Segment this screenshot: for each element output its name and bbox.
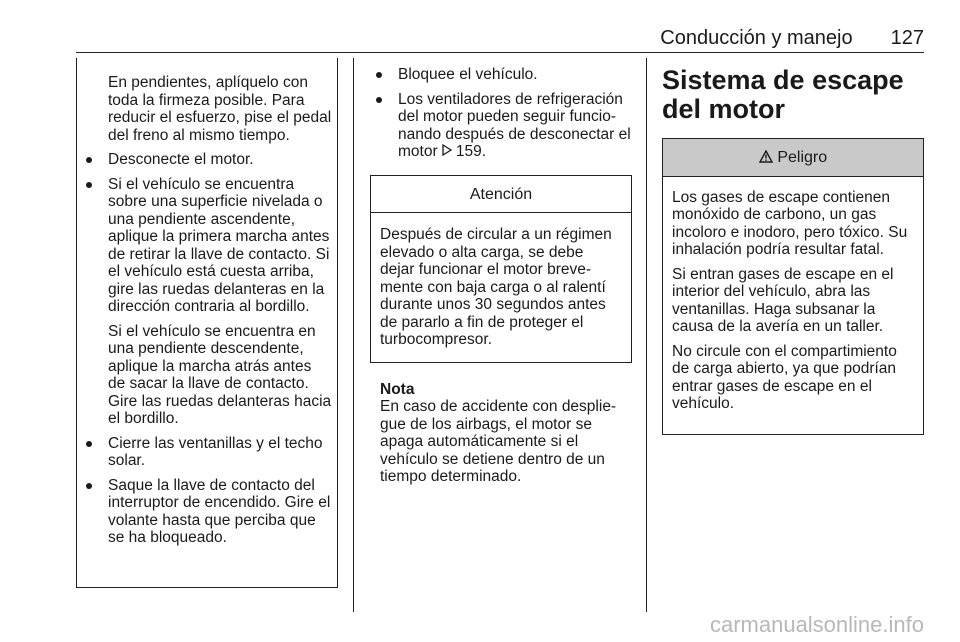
list-item-text: Los ventiladores de refrigeración del motor pueden seguir funcio-nando después de desconectar el motor [398,90,631,160]
warning-triangle-icon [759,149,777,166]
watermark: carmanualsonline.info [709,612,924,637]
section-heading: Sistema de escape del motor [662,65,904,124]
reference-arrow-icon [442,143,456,159]
column-3 [662,66,924,435]
list-item: Bloquee el vehículo. [370,66,632,84]
danger-title: Peligro [777,149,828,166]
page-number: 127 [890,27,924,49]
page-reference[interactable]: 159. [455,143,486,160]
danger-paragraph: Si entran gases de escape en el interior del vehículo, abra las ventanillas. Haga subsanar la causa de la avería en un taller. [672,265,894,335]
danger-body [663,177,923,434]
column-1 [76,58,338,588]
danger-header [663,139,923,177]
list-item [370,91,632,161]
attention-body: Después de circular a un régimen elevado o alta carga, se debe dejar funcionar el motor breve-mente con baja carga o al ralentí durante unos 30 segundos antes de pararlo a fin de proteger el turbocompresor. [380,226,612,348]
list-item: Si el vehículo se encuentra sobre una superficie nivelada o una pendiente ascendente, aplique la primera marcha antes de retirar la llave de contacto. Si el vehículo está cuesta arriba, gire las ruedas delanteras en la dirección contraria al bordillo. [80,176,332,316]
attention-box [370,175,632,363]
column-1-content [80,74,332,554]
list-item-paragraph: Si el vehículo se encuentra en una pendiente descendente, aplique la marcha atrás antes de sacar la llave de contacto. Gire las ruedas delanteras hacia el bordillo. [108,322,332,427]
list-item: Desconecte el motor. [80,151,332,169]
note [370,381,632,486]
danger-paragraph: No circule con el compartimiento de carga abierto, ya que podrían entrar gases de escape en el vehículo. [672,342,897,412]
column-divider-2 [646,58,647,612]
section-title: Conducción y manejo [660,27,853,49]
danger-paragraph: Los gases de escape contienen monóxido de carbono, un gas incoloro e inodoro, pero tóxico. Su inhalación podría resultar fatal. [672,188,908,258]
lead-paragraph: En pendientes, aplíquelo con toda la firmeza posible. Para reducir el esfuerzo, pise el pedal del freno al mismo tiempo. [108,74,332,144]
column-divider-1 [353,58,354,612]
list-item: Saque la llave de contacto del interruptor de encendido. Gire el volante hasta que perciba que se ha bloqueado. [80,477,332,547]
attention-title: Atención [371,176,631,214]
danger-box [662,138,924,435]
list-item: Cierre las ventanillas y el techo solar. [80,435,332,470]
column-2 [370,66,632,486]
note-title: Nota [380,380,415,398]
note-body: En caso de accidente con desplie-gue de los airbags, el motor se apaga automáticamente si el vehículo se detiene dentro de un tiempo determinado. [380,398,617,485]
header-rule [76,52,924,53]
page-header [660,27,924,50]
